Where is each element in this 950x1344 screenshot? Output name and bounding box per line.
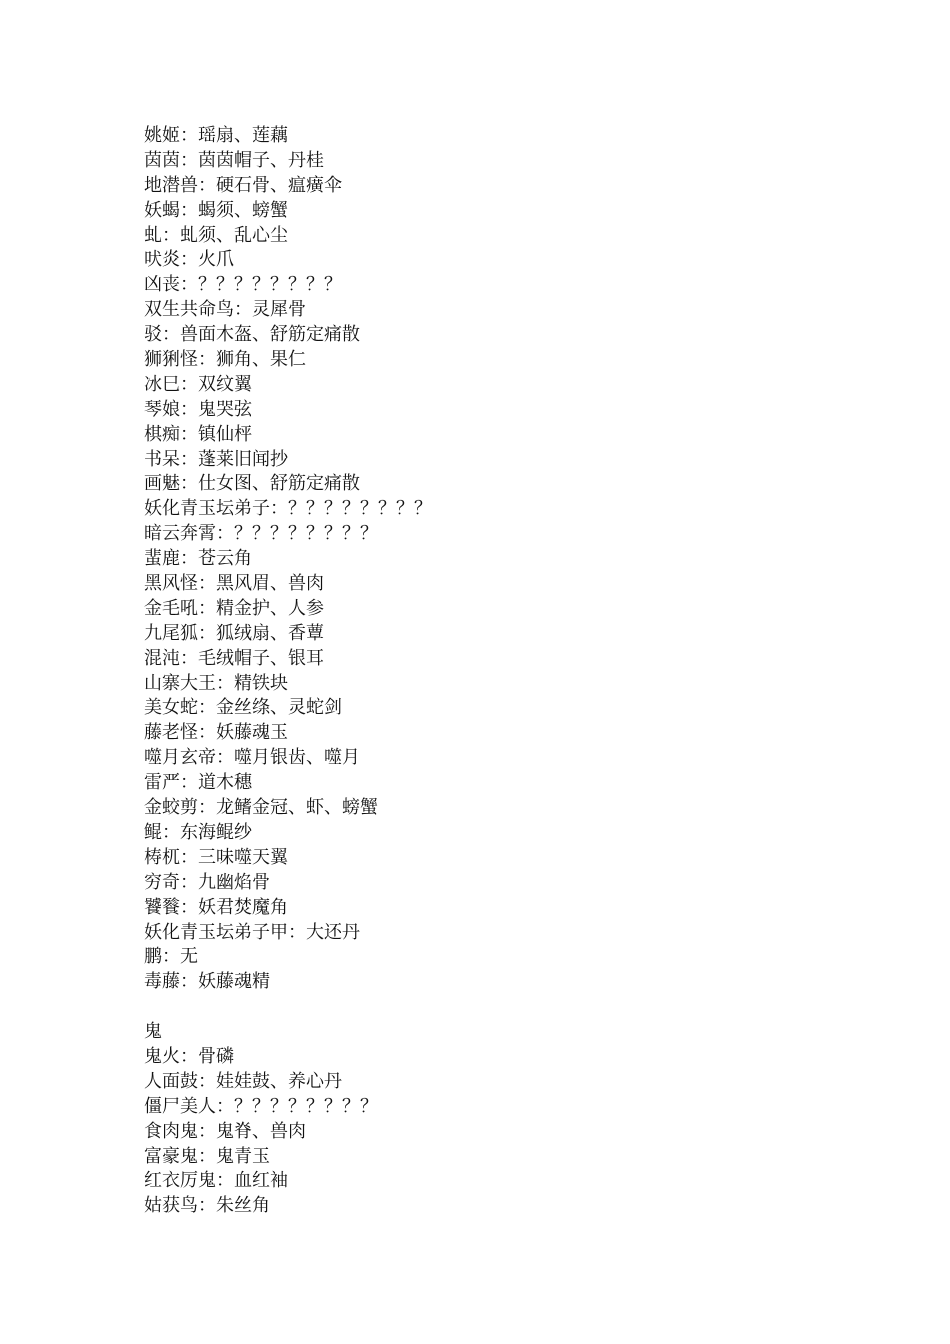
list-item: 蜚鹿：苍云角 xyxy=(144,548,252,570)
list-item: 姑获鸟：朱丝角 xyxy=(144,1195,270,1217)
list-item: 金蛟剪：龙鳍金冠、虾、螃蟹 xyxy=(144,797,378,819)
list-item: 姚姬：瑶扇、莲藕 xyxy=(144,125,288,146)
list-item: 吠炎：火爪 xyxy=(144,249,234,271)
list-item: 鲲：东海鲲纱 xyxy=(144,821,252,843)
list-item: 鬼火：骨磷 xyxy=(144,1045,234,1067)
list-item: 美女蛇：金丝绦、灵蛇剑 xyxy=(144,697,342,719)
list-item: 金毛吼：精金护、人参 xyxy=(144,597,324,619)
list-item: 鹏：无 xyxy=(144,946,198,968)
list-item: 双生共命鸟：灵犀骨 xyxy=(144,299,306,321)
list-item: 驳：兽面木盔、舒筋定痛散 xyxy=(144,324,360,346)
monster-drop-list xyxy=(144,124,864,995)
list-item: 妖化青玉坛弟子甲：大还丹 xyxy=(144,921,360,943)
list-item: 混沌：毛绒帽子、银耳 xyxy=(144,647,324,669)
list-item: 地潜兽：硬石骨、瘟癀伞 xyxy=(144,174,342,196)
list-item: 僵尸美人：？？？？？？？？ xyxy=(144,1095,378,1117)
list-item: 妖蝎：蝎须、螃蟹 xyxy=(144,199,288,221)
list-item: 琴娘：鬼哭弦 xyxy=(144,398,252,420)
list-item: 富豪鬼：鬼青玉 xyxy=(144,1145,270,1167)
list-item: 虬：虬须、乱心尘 xyxy=(144,224,288,246)
document-body xyxy=(144,124,864,1219)
list-item: 穷奇：九幽焰骨 xyxy=(144,871,270,893)
list-item: 画魅：仕女图、舒筋定痛散 xyxy=(144,473,360,495)
paragraph-spacer xyxy=(144,995,864,1020)
list-item: 书呆：蓬莱旧闻抄 xyxy=(144,448,288,470)
list-item: 妖化青玉坛弟子：？？？？？？？？ xyxy=(144,498,432,520)
list-item: 茵茵：茵茵帽子、丹桂 xyxy=(144,149,324,171)
ghost-drop-list xyxy=(144,1045,864,1219)
list-item: 棋痴：镇仙枰 xyxy=(144,423,252,445)
list-item: 毒藤：妖藤魂精 xyxy=(144,971,270,993)
list-item: 狮猁怪：狮角、果仁 xyxy=(144,349,306,371)
list-item: 冰巳：双纹翼 xyxy=(144,373,252,395)
list-item: 人面鼓：娃娃鼓、养心丹 xyxy=(144,1070,342,1092)
list-item: 藤老怪：妖藤魂玉 xyxy=(144,722,288,744)
section-heading: 鬼 xyxy=(144,1021,162,1043)
list-item: 噬月玄帝：噬月银齿、噬月 xyxy=(144,747,360,769)
list-item: 九尾狐：狐绒扇、香蕈 xyxy=(144,622,324,644)
list-item: 山寨大王：精铁块 xyxy=(144,672,288,694)
list-item: 雷严：道木穗 xyxy=(144,772,252,794)
list-item: 凶丧：？？？？？？？？ xyxy=(144,274,342,296)
list-item: 黑风怪：黑风眉、兽肉 xyxy=(144,573,324,595)
list-item: 红衣厉鬼：血红袖 xyxy=(144,1170,288,1192)
list-item: 饕餮：妖君焚魔角 xyxy=(144,896,288,918)
list-item: 梼杌：三味噬天翼 xyxy=(144,846,288,868)
list-item: 食肉鬼：鬼脊、兽肉 xyxy=(144,1120,306,1142)
list-item: 暗云奔霄：？？？？？？？？ xyxy=(144,523,378,545)
